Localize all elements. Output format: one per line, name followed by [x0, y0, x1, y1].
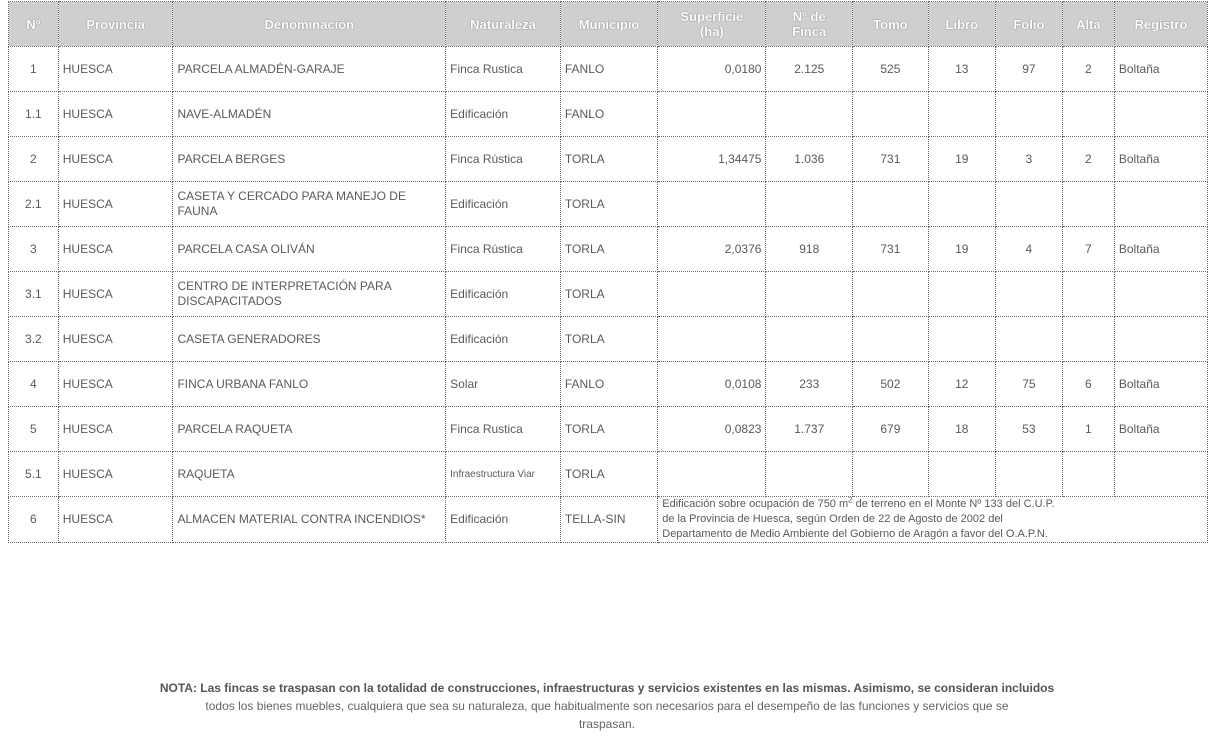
header-finca	[766, 2, 853, 47]
cell-denominacion: FINCA URBANA FANLO	[173, 362, 446, 407]
cell-libro	[928, 317, 995, 362]
cell-finca: 1.036	[766, 137, 853, 182]
cell-provincia: HUESCA	[58, 317, 173, 362]
cell-registro: Boltaña	[1114, 47, 1207, 92]
cell-superficie: 0,0823	[658, 407, 766, 452]
header-superficie	[658, 2, 766, 47]
cell-libro	[928, 92, 995, 137]
cell-registro: Boltaña	[1114, 137, 1207, 182]
cell-provincia: HUESCA	[58, 497, 173, 543]
cell-superficie: 0,0180	[658, 47, 766, 92]
cell-num: 2.1	[9, 182, 59, 227]
cell-folio: 4	[995, 227, 1062, 272]
nota-text-3: traspasan.	[578, 717, 636, 731]
cell-provincia: HUESCA	[58, 407, 173, 452]
cell-denominacion: CASETA GENERADORES	[173, 317, 446, 362]
cell-naturaleza: Edificación	[446, 497, 561, 543]
note-line1-sup: 2	[848, 496, 853, 505]
cell-folio	[995, 452, 1062, 497]
cell-registro	[1114, 272, 1207, 317]
cell-tomo	[853, 317, 929, 362]
cell-municipio: FANLO	[560, 47, 657, 92]
cell-provincia: HUESCA	[58, 47, 173, 92]
table-row	[9, 92, 1208, 137]
cell-folio: 75	[995, 362, 1062, 407]
cell-tomo: 731	[853, 227, 929, 272]
cell-superficie: 0,0108	[658, 362, 766, 407]
cell-libro: 12	[928, 362, 995, 407]
cell-naturaleza: Edificación	[446, 272, 561, 317]
cell-superficie	[658, 182, 766, 227]
note-line3: Departamento de Medio Ambiente del Gobierno de Aragón a favor del O.A.P.N.	[662, 528, 1048, 540]
cell-municipio: TORLA	[560, 272, 657, 317]
cell-num: 1	[9, 47, 59, 92]
table-row	[9, 362, 1208, 407]
cell-naturaleza: Finca Rústica	[446, 227, 561, 272]
table-body	[9, 47, 1208, 543]
cell-municipio: FANLO	[560, 362, 657, 407]
header-municipio: Municipio	[560, 2, 657, 47]
note-line2: de la Provincia de Huesca, según Orden de 22 de Agosto de 2002 del	[662, 513, 1003, 525]
cell-alta	[1062, 452, 1114, 497]
cell-municipio: TELLA-SIN	[560, 497, 657, 543]
cell-num: 2	[9, 137, 59, 182]
cell-denominacion: PARCELA RAQUETA	[173, 407, 446, 452]
cell-folio	[995, 92, 1062, 137]
cell-alta	[1062, 317, 1114, 362]
cell-registro	[1114, 92, 1207, 137]
cell-naturaleza: Infraestructura Viar	[446, 452, 561, 497]
note-line1-a: Edificación sobre ocupación de 750 m	[662, 498, 849, 510]
cell-tomo	[853, 452, 929, 497]
header-finca-line1: Nº de	[792, 9, 826, 24]
cell-num: 5	[9, 407, 59, 452]
cell-naturaleza: Finca Rustica	[446, 47, 561, 92]
note-line1-b: de terreno en el Monte Nº 133 del C.U.P.	[852, 498, 1055, 510]
cell-libro	[928, 272, 995, 317]
cell-alta: 7	[1062, 227, 1114, 272]
table-row	[9, 407, 1208, 452]
cell-municipio: TORLA	[560, 452, 657, 497]
nota-text-2: todos los bienes muebles, cualquiera que sea su naturaleza, que habitualmente son necesarios para el desempeño de las funciones y servicios que se	[205, 699, 1009, 713]
cell-denominacion: CASETA Y CERCADO PARA MANEJO DE FAUNA	[173, 182, 446, 227]
cell-superficie	[658, 92, 766, 137]
cell-registro	[1114, 317, 1207, 362]
cell-municipio: TORLA	[560, 182, 657, 227]
cell-municipio: TORLA	[560, 137, 657, 182]
header-denominacion: Denominación	[173, 2, 446, 47]
cell-registro	[1114, 452, 1207, 497]
header-registro: Registro	[1114, 2, 1207, 47]
cell-municipio: TORLA	[560, 317, 657, 362]
table-row	[9, 137, 1208, 182]
cell-tomo	[853, 182, 929, 227]
cell-num: 1.1	[9, 92, 59, 137]
cell-folio	[995, 272, 1062, 317]
cell-superficie	[658, 452, 766, 497]
cell-num: 5.1	[9, 452, 59, 497]
cell-provincia: HUESCA	[58, 452, 173, 497]
cell-tomo	[853, 272, 929, 317]
cell-provincia: HUESCA	[58, 362, 173, 407]
header-libro: Libro	[928, 2, 995, 47]
cell-provincia: HUESCA	[58, 227, 173, 272]
nota-footer	[14, 679, 1200, 733]
cell-denominacion: ALMACEN MATERIAL CONTRA INCENDIOS*	[173, 497, 446, 543]
cell-folio: 97	[995, 47, 1062, 92]
cell-finca	[766, 182, 853, 227]
header-num: Nº	[9, 2, 59, 47]
cell-denominacion: CENTRO DE INTERPRETACIÓN PARA DISCAPACITADOS	[173, 272, 446, 317]
cell-alta: 2	[1062, 47, 1114, 92]
header-superficie-line1: Superficie	[680, 9, 744, 24]
cell-superficie	[658, 272, 766, 317]
header-superficie-line2: (ha)	[699, 24, 724, 39]
table-row	[9, 47, 1208, 92]
cell-libro	[928, 452, 995, 497]
table-header-row	[9, 2, 1208, 47]
cell-alta: 1	[1062, 407, 1114, 452]
cell-finca	[766, 317, 853, 362]
cell-libro: 19	[928, 227, 995, 272]
cell-folio: 53	[995, 407, 1062, 452]
table-row	[9, 227, 1208, 272]
cell-finca	[766, 92, 853, 137]
cell-provincia: HUESCA	[58, 182, 173, 227]
header-folio: Folio	[995, 2, 1062, 47]
cell-provincia: HUESCA	[58, 92, 173, 137]
cell-tomo: 679	[853, 407, 929, 452]
table-row	[9, 452, 1208, 497]
cell-finca: 918	[766, 227, 853, 272]
cell-num: 6	[9, 497, 59, 543]
cell-naturaleza: Solar	[446, 362, 561, 407]
cell-alta	[1062, 272, 1114, 317]
cell-superficie	[658, 317, 766, 362]
cell-naturaleza: Edificación	[446, 317, 561, 362]
cell-registro: Boltaña	[1114, 227, 1207, 272]
fincas-table	[8, 1, 1208, 543]
table-row	[9, 497, 1208, 543]
cell-num: 3	[9, 227, 59, 272]
cell-superficie: 1,34475	[658, 137, 766, 182]
cell-alta	[1062, 92, 1114, 137]
cell-folio: 3	[995, 137, 1062, 182]
cell-folio	[995, 182, 1062, 227]
cell-libro: 19	[928, 137, 995, 182]
cell-registro: Boltaña	[1114, 407, 1207, 452]
table-row	[9, 182, 1208, 227]
cell-naturaleza: Edificación	[446, 92, 561, 137]
cell-naturaleza: Finca Rustica	[446, 407, 561, 452]
cell-num: 3.2	[9, 317, 59, 362]
cell-tomo: 502	[853, 362, 929, 407]
header-tomo: Tomo	[853, 2, 929, 47]
cell-denominacion: NAVE-ALMADÉN	[173, 92, 446, 137]
cell-ocupacion-note	[658, 497, 1208, 543]
cell-libro: 13	[928, 47, 995, 92]
cell-libro	[928, 182, 995, 227]
cell-alta: 6	[1062, 362, 1114, 407]
cell-finca	[766, 452, 853, 497]
cell-tomo: 525	[853, 47, 929, 92]
cell-denominacion: PARCELA ALMADÉN-GARAJE	[173, 47, 446, 92]
cell-denominacion: RAQUETA	[173, 452, 446, 497]
cell-denominacion: PARCELA BERGES	[173, 137, 446, 182]
nota-text-1: : Las fincas se traspasan con la totalidad de construcciones, infraestructuras y servicios existentes en las mismas. Asimismo, se consideran incluidos	[192, 681, 1055, 695]
cell-folio	[995, 317, 1062, 362]
cell-provincia: HUESCA	[58, 272, 173, 317]
cell-naturaleza: Finca Rústica	[446, 137, 561, 182]
cell-num: 3.1	[9, 272, 59, 317]
cell-municipio: FANLO	[560, 92, 657, 137]
cell-num: 4	[9, 362, 59, 407]
cell-municipio: TORLA	[560, 407, 657, 452]
cell-registro: Boltaña	[1114, 362, 1207, 407]
table-row	[9, 317, 1208, 362]
cell-municipio: TORLA	[560, 227, 657, 272]
header-naturaleza: Naturaleza	[446, 2, 561, 47]
header-finca-line2: Finca	[792, 24, 827, 39]
header-alta: Alta	[1062, 2, 1114, 47]
cell-superficie: 2,0376	[658, 227, 766, 272]
cell-alta	[1062, 182, 1114, 227]
cell-finca: 233	[766, 362, 853, 407]
cell-provincia: HUESCA	[58, 137, 173, 182]
cell-finca	[766, 272, 853, 317]
cell-libro: 18	[928, 407, 995, 452]
cell-naturaleza: Edificación	[446, 182, 561, 227]
table-row	[9, 272, 1208, 317]
cell-tomo	[853, 92, 929, 137]
cell-finca: 1.737	[766, 407, 853, 452]
cell-alta: 2	[1062, 137, 1114, 182]
cell-registro	[1114, 182, 1207, 227]
cell-tomo: 731	[853, 137, 929, 182]
cell-finca: 2.125	[766, 47, 853, 92]
cell-denominacion: PARCELA CASA OLIVÁN	[173, 227, 446, 272]
header-provincia: Provincia	[58, 2, 173, 47]
nota-label: NOTA	[159, 681, 193, 695]
